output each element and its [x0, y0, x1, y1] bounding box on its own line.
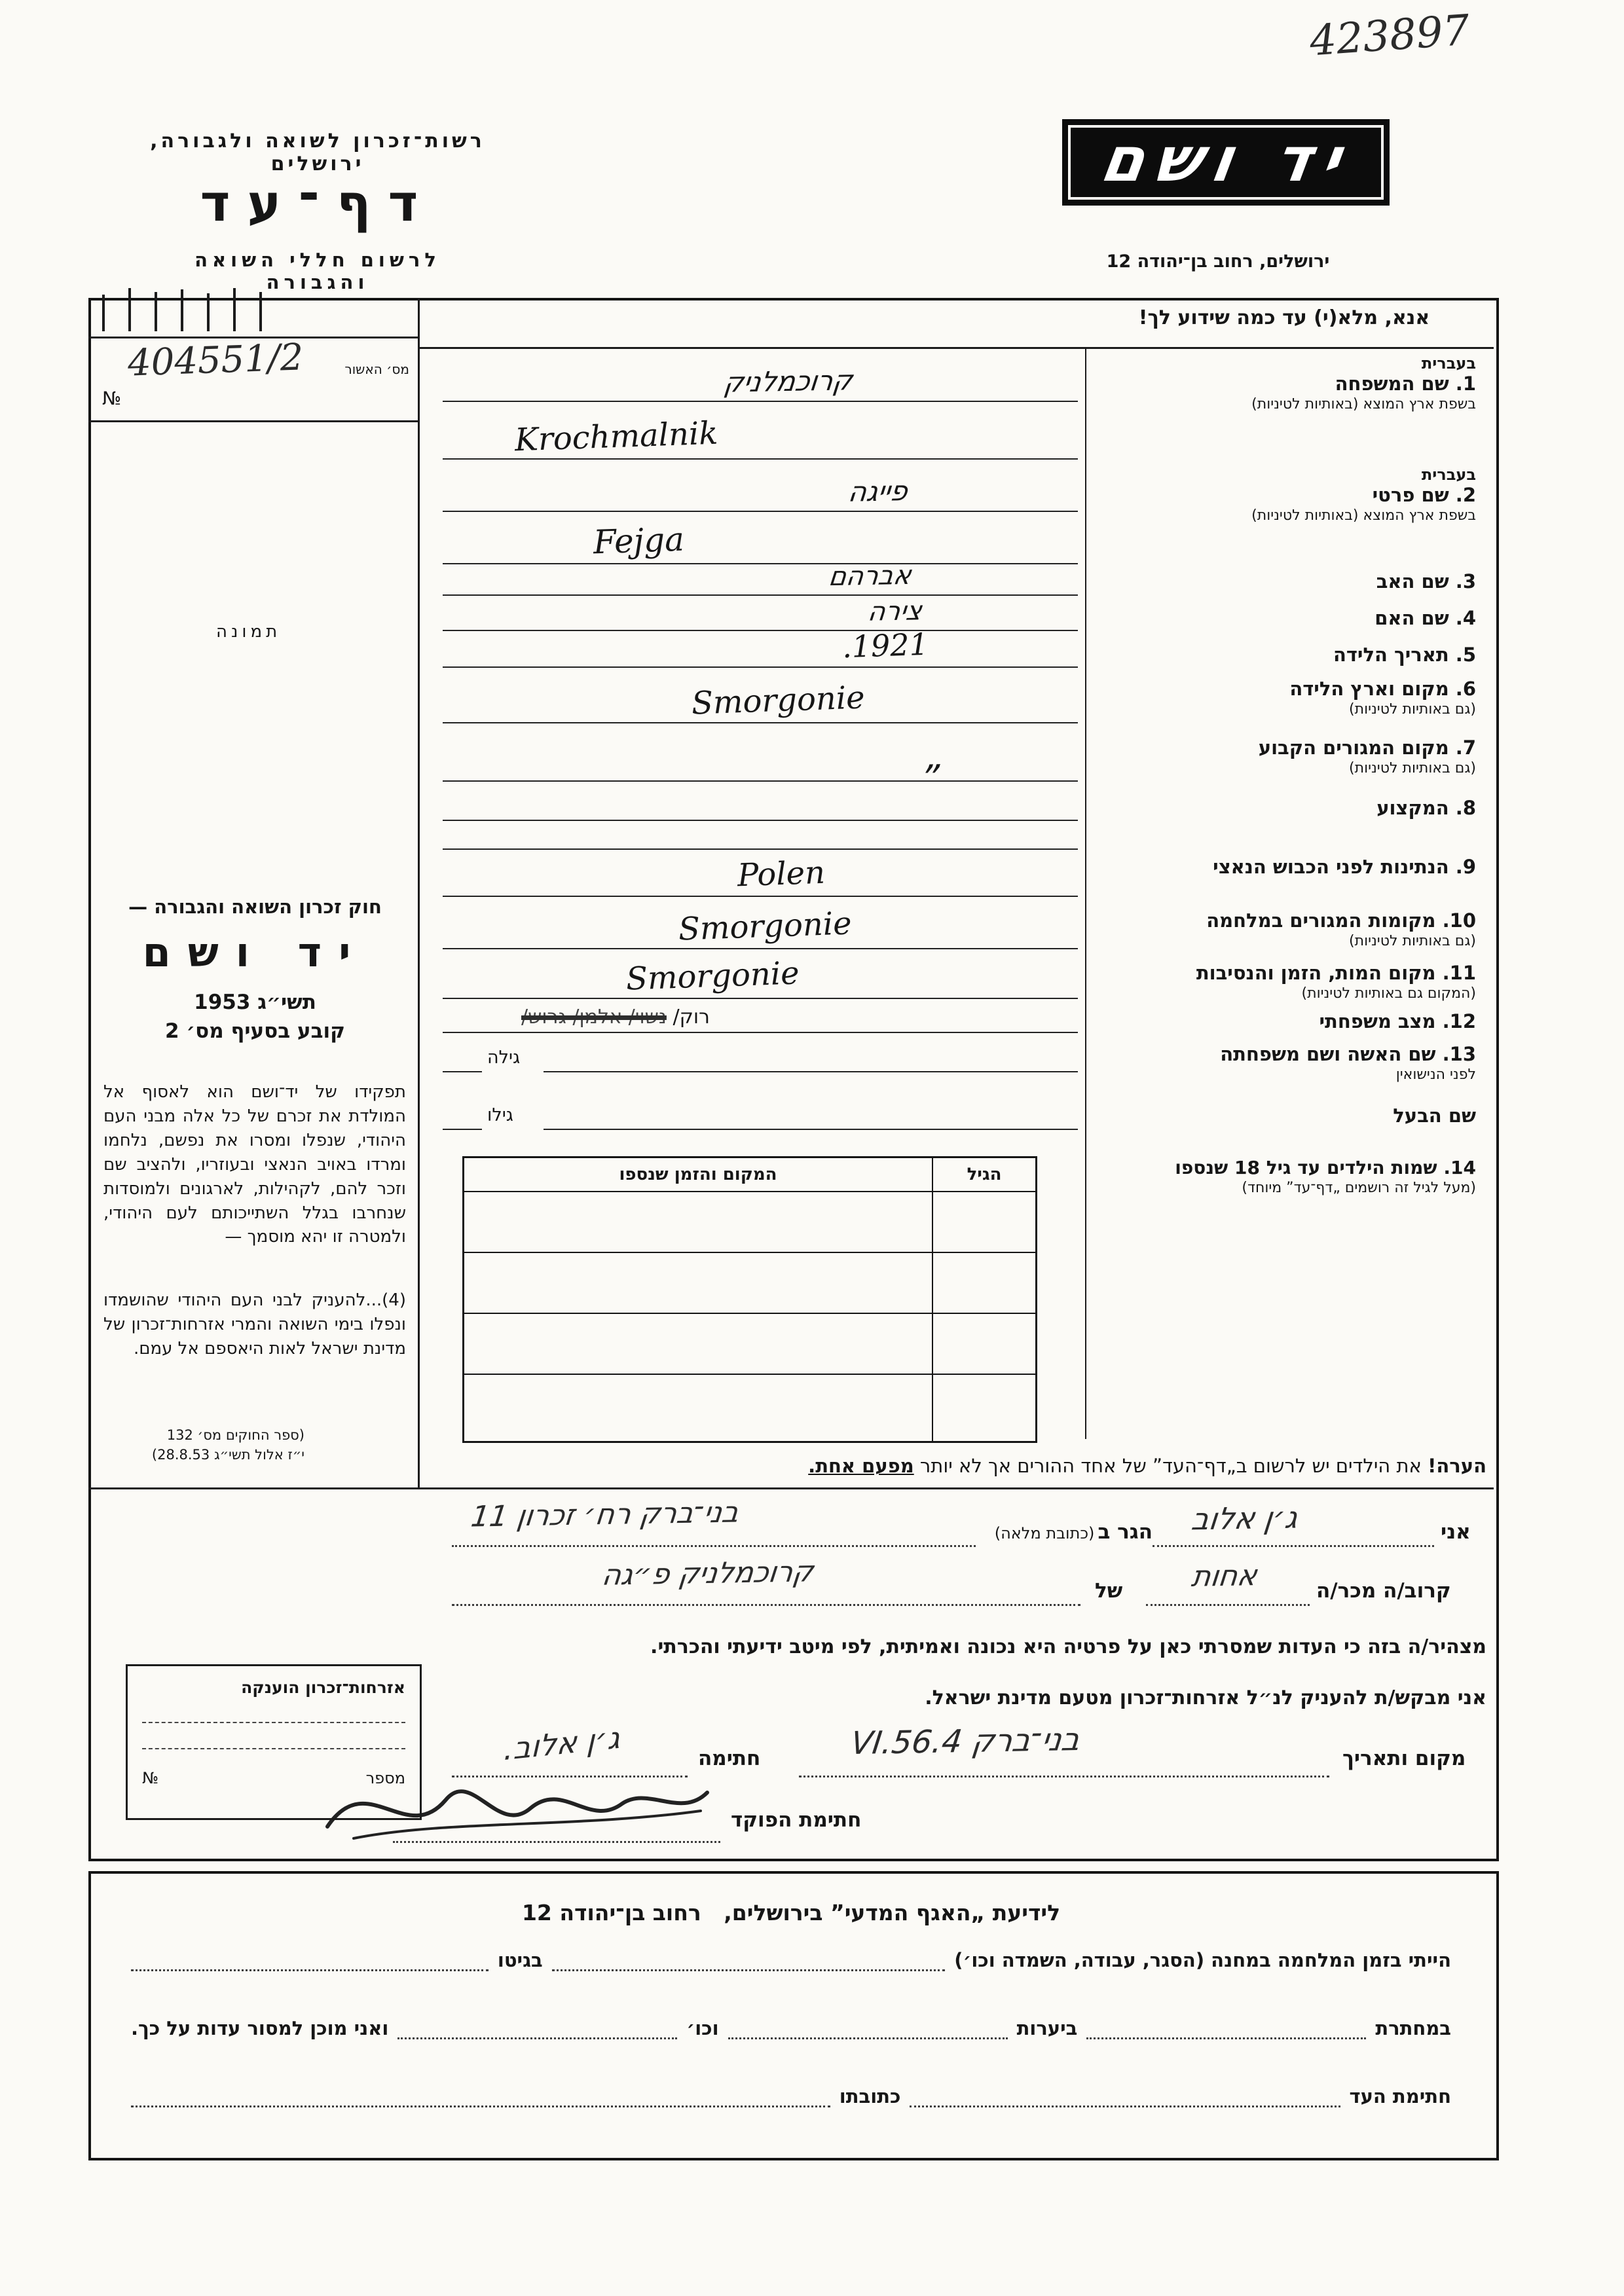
write-line-husband-name — [544, 1129, 1078, 1130]
field-label: 6. מקום וארץ הלידה — [1289, 678, 1476, 700]
etc-label: וכו׳ — [686, 2017, 719, 2039]
field-label-profession — [1091, 797, 1476, 819]
handwriting-witness-name: ג׳ן אלוב — [1189, 1499, 1300, 1537]
declare-statement: מצהיר/ה בזה כי העדות שמסרתי כאן על פרטיה היא נכונה ואמיתית, לפי מיטב ידיעתי והכרתי. — [650, 1635, 1486, 1658]
children-table-cell — [932, 1253, 1035, 1314]
write-line-first-name-latin — [443, 520, 1078, 564]
office-address: ירושלים, רחוב בן־יהודה 12 — [1106, 251, 1330, 272]
write-line-marital-status — [443, 1006, 1078, 1033]
resides-label: הגר ב — [1098, 1520, 1153, 1544]
field-label-children — [1091, 1157, 1476, 1196]
age-his-line — [443, 1129, 482, 1130]
scientific-branch-title: לידיעת „האגף המדעי” בירושלים, רחוב בן־יהודה 12 — [521, 1900, 1061, 1925]
witness-signature-label: חתימת העד — [1349, 2085, 1451, 2107]
field-label: 11. מקום המות, הזמן והנסיבות — [1196, 962, 1476, 984]
witness-address-blank — [131, 2082, 830, 2107]
law-reference-2: י״ז אלול תשי״ג 28.8.53) — [151, 1447, 304, 1463]
children-table-header-age: הגיל — [932, 1158, 1035, 1192]
note-label: הערה! — [1428, 1455, 1486, 1477]
law-section: קובע בסעיף מס׳ 2 — [165, 1019, 345, 1043]
stamp-dashed-line — [142, 1722, 405, 1723]
age-her-label: גילה — [487, 1048, 521, 1068]
age-her-line — [443, 1071, 482, 1072]
field-sublabel: בשפת ארץ המוצא (באותיות לטיניות) — [1251, 395, 1476, 412]
field-sublabel: (גם באותיות לטיניות) — [1349, 701, 1476, 718]
field-sublabel: (גם באותיות לטיניות) — [1349, 760, 1476, 777]
write-line-father-name — [443, 560, 1078, 596]
handwriting-first-name-latin: Fejga — [593, 520, 685, 562]
field-label: 13. שם האשה ושם משפחתה — [1220, 1043, 1476, 1065]
handwriting-birth-date: 1921. — [841, 626, 929, 665]
handwriting-family-name-latin: Krochmalnik — [514, 414, 719, 459]
law-intro: חוק זכרון השואה והגבורה — — [128, 896, 382, 918]
certificate-numero-sign: № — [102, 388, 122, 409]
write-line-residence — [443, 735, 1078, 782]
write-line-family-name-latin — [443, 414, 1078, 460]
etc-blank — [397, 2014, 677, 2039]
handwriting-family-name-hebrew: קרוכמלניק — [722, 364, 855, 399]
field-label: 12. מצב משפחתי — [1319, 1010, 1476, 1032]
handwriting-wartime-residence: Smorgonie — [678, 905, 853, 948]
field-label-mother-name — [1091, 608, 1476, 629]
ghetto-label: בגיטו — [497, 1949, 543, 1971]
write-line-mother-name — [443, 596, 1078, 631]
children-table-cell — [464, 1314, 932, 1375]
ghetto-blank — [131, 1946, 489, 1971]
fill-in-instruction: אנא, מלא(י) עד כמה שידוע לך! — [1138, 306, 1430, 329]
field-label: 2. שם פרטי — [1372, 483, 1476, 506]
handwriting-mother-name: צירה — [866, 596, 924, 627]
photo-placeholder-label: תמונה — [216, 622, 282, 642]
camp-label: הייתי בזמן המלחמה במחנה (הסגר, עבודה, השמדה וכו׳) — [954, 1949, 1451, 1971]
authority-name: רשות־זכרון לשואה ולגבורה, ירושלים — [150, 130, 485, 175]
form-subtitle: לרשום חללי השואה והגבורה — [194, 249, 441, 293]
declaration-resides — [982, 1520, 1153, 1544]
field-label: 7. מקום המגורים הקבוע — [1258, 737, 1476, 759]
children-table-cell — [464, 1192, 932, 1253]
left-column-divider — [418, 298, 420, 1489]
field-label-residence — [1091, 737, 1476, 777]
yad-vashem-logo — [1062, 119, 1390, 206]
children-table-cell — [932, 1314, 1035, 1375]
bottom-row-signature — [131, 2082, 1451, 2107]
handwriting-first-name-hebrew: פייגה — [846, 475, 910, 508]
field-label-nationality — [1091, 856, 1476, 878]
field-label: שם הבעל — [1393, 1104, 1476, 1127]
instruction-underline-rule — [418, 347, 1494, 349]
testify-label: ואני מוכן למסור עדות על כך. — [130, 2017, 389, 2039]
camp-blank — [552, 1946, 945, 1971]
handwriting-residence-ditto: „ — [925, 735, 948, 778]
law-reference-1: (ספר החוקים מס׳ 132 — [166, 1427, 304, 1443]
field-label-place-of-death — [1091, 962, 1476, 1002]
law-year: תשי״ג 1953 — [194, 991, 316, 1014]
law-box — [106, 896, 404, 1043]
marital-status-printed: רוק/ — [673, 1006, 710, 1029]
field-pre-hebrew: בעברית — [1421, 354, 1476, 373]
field-label-father-name — [1091, 571, 1476, 592]
certificate-row-rule — [88, 420, 418, 422]
field-label-wartime-residence — [1091, 910, 1476, 950]
field-label: 9. הנתינות לפני הכבוש הנאצי — [1213, 856, 1476, 878]
place-date-label: מקום ותאריך — [1342, 1747, 1466, 1770]
write-line-nationality — [443, 854, 1078, 897]
note-row — [443, 1455, 1486, 1477]
field-label-marital-status — [1091, 1011, 1476, 1032]
stamp-dashed-line — [142, 1748, 405, 1749]
request-statement: אני מבקש/ת להעניק לנ״ל אזרחות־זכרון מטעם מדינת ישראל. — [925, 1686, 1486, 1709]
stamp-number-label: מספר — [365, 1769, 405, 1787]
forests-blank — [728, 2014, 1008, 2039]
field-sublabel: (המקום גם באותיות לטיניות) — [1301, 985, 1476, 1002]
declaration-i-label: אני — [1441, 1520, 1471, 1544]
age-his-label: גילו — [487, 1105, 513, 1125]
clerk-signature-label: חתימת הפוקד — [731, 1808, 862, 1832]
children-table-cell — [932, 1375, 1035, 1441]
children-table-cell — [464, 1375, 932, 1441]
relation-label: קרוב/ה מכר/ה — [1316, 1579, 1451, 1603]
write-line-wife-name — [544, 1071, 1078, 1072]
law-yad-vashem: יד ושם — [142, 928, 368, 976]
field-label: 5. תאריך הלידה — [1333, 644, 1476, 666]
note-emphasis: מפעם אחת. — [808, 1455, 914, 1477]
write-line-place-of-death — [443, 955, 1078, 999]
handwriting-relation: אחות — [1189, 1559, 1259, 1594]
address-hint: (כתובת מלאה) — [994, 1524, 1095, 1542]
field-label-wife-name — [1091, 1044, 1476, 1084]
forests-label: ביערות — [1016, 2017, 1078, 2039]
field-label: 3. שם האב — [1376, 570, 1476, 592]
handwriting-witness-address: בני־ברק רח׳ זכרון 11 — [469, 1495, 741, 1534]
write-line-first-name-hebrew — [443, 475, 1078, 512]
handwriting-birth-place: Smorgonie — [691, 679, 866, 722]
handwriting-witness-signature: ג׳ן אלוב. — [503, 1719, 621, 1768]
subject-name-blank — [452, 1604, 1080, 1606]
fields-section-bottom-rule — [88, 1487, 1494, 1489]
tally-marks — [102, 288, 262, 331]
field-label-birth-date — [1091, 644, 1476, 666]
witness-name-blank — [1153, 1545, 1434, 1547]
witness-address-blank — [452, 1545, 976, 1547]
of-label: של — [1095, 1579, 1123, 1603]
children-table-header-place: המקום והזמן שנספו — [464, 1158, 932, 1192]
memorial-citizenship-title: אזרחות־זכרון הוענקה — [241, 1678, 405, 1697]
children-table-cell — [932, 1192, 1035, 1253]
field-label-husband-name — [1091, 1105, 1476, 1127]
field-pre-hebrew: בעברית — [1421, 465, 1476, 484]
field-label-family-name — [1091, 355, 1476, 412]
witness-signature-blank — [910, 2082, 1340, 2107]
field-label: 14. שמות הילדים עד גיל 18 שנספו — [1175, 1157, 1476, 1178]
signature-label: חתימה — [698, 1747, 761, 1770]
label-column-divider — [1085, 347, 1086, 1439]
form-title: דף־עד — [200, 174, 435, 233]
write-line-profession — [443, 820, 1078, 821]
memorial-citizenship-box — [126, 1664, 422, 1820]
handwriting-place-of-death: Smorgonie — [625, 955, 800, 998]
yad-vashem-logo-frame — [1068, 125, 1384, 200]
underground-blank — [1086, 2014, 1366, 2039]
write-line-family-name-hebrew — [443, 364, 1078, 402]
write-line-wartime-residence — [443, 905, 1078, 949]
field-label: 8. המקצוע — [1376, 797, 1476, 819]
field-label: 1. שם המשפחה — [1335, 372, 1476, 395]
field-sublabel: לפני הנישואין — [1395, 1066, 1476, 1084]
note-text: את הילדים יש לרשום ב„דף־העד” של אחד ההורים אך לא יותר — [919, 1455, 1422, 1477]
relation-blank — [1146, 1604, 1310, 1606]
field-sublabel: (מעל לגיל זה רושמים „דף־עד” מיוחד) — [1242, 1180, 1476, 1197]
field-label: 10. מקומות המגורים במלחמה — [1206, 909, 1476, 932]
certificate-number-handwritten: 404551/2 — [126, 336, 304, 385]
write-line-birth-date — [443, 626, 1078, 668]
law-paragraph: תפקידו של יד־ושם הוא לאסוף אל המולדת את זכרם של כל אלה מבני העם היהודי, שנפלו ומסרו את נפשם, נלחמו ומרדו באויב הנאצי ובעוזריו, ולהציב שם וזכר להם, לקהילות, לארגונים ולמוסדות שנחרבו בגלל השתייכותם לעם היהודי, ולמטרה זו יהא מוסמך — — [103, 1082, 406, 1247]
bottom-row-underground — [131, 2014, 1451, 2039]
certificate-number-label: מס׳ האשור — [344, 361, 409, 377]
witness-address-label: כתובתו — [839, 2085, 901, 2107]
yad-vashem-logo-text: יד ושם — [1096, 124, 1357, 196]
handwriting-father-name: אברהם — [827, 560, 913, 592]
marital-status-struck-out: נשוי/ אלמן/ גרוש/ — [521, 1006, 667, 1029]
handwriting-place-date: בני־ברק 4.VI.56 — [849, 1721, 1082, 1762]
handwriting-subject-name: קרוכמלניק פ״גה — [600, 1555, 816, 1592]
handwriting-nationality: Polen — [737, 854, 826, 894]
field-label-first-name — [1091, 466, 1476, 524]
write-line-blank — [443, 848, 1078, 850]
children-table — [462, 1156, 1037, 1443]
archive-number-handwritten: 423897 — [1308, 6, 1471, 66]
underground-label: במחתרת — [1375, 2017, 1451, 2039]
stamp-numero-sign: № — [142, 1769, 158, 1787]
children-table-cell — [464, 1253, 932, 1314]
write-line-birth-place — [443, 679, 1078, 723]
place-date-blank — [799, 1776, 1329, 1777]
bottom-row-camp — [131, 1946, 1451, 1971]
field-sublabel: בשפת ארץ המוצא (באותיות לטיניות) — [1251, 507, 1476, 524]
law-paragraph-2: (4)...להעניק לבני העם היהודי שהושמדו ונפלו בימי השואה והמרי אזרחות־זכרון של מדינת ישראל לאות היאספם אל עמם. — [103, 1290, 406, 1358]
field-label-birth-place — [1091, 678, 1476, 718]
field-label: 4. שם האם — [1375, 607, 1476, 629]
field-sublabel: (גם באותיות לטיניות) — [1349, 933, 1476, 950]
